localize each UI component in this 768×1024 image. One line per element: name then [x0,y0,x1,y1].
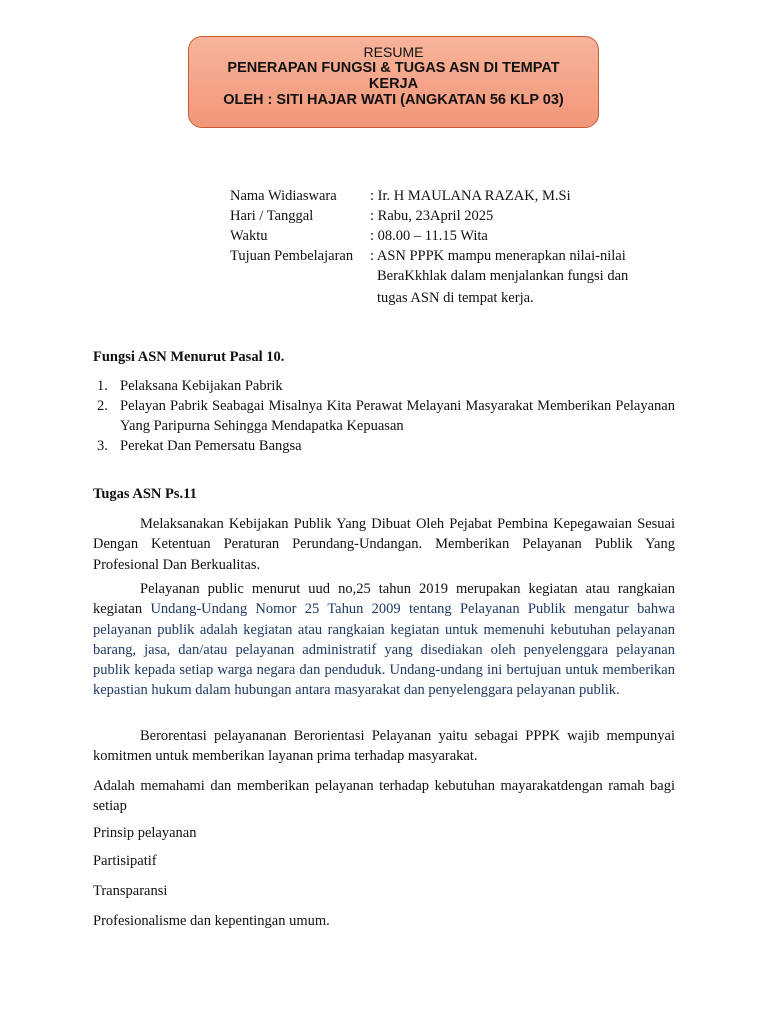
time-value: : 08.00 – 11.15 Wita [370,228,488,244]
list-item [93,436,675,456]
paragraph-2-intro: Pelayanan public menurut uud no,25 tahun 2019 merupakan kegiatan atau rangkaian kegiatan [93,581,675,618]
tugas-paragraph-4: Adalah memahami dan memberikan pelayanan terhadap kebutuhan mayarakatdengan ramah bagi setiap [93,778,675,815]
list-number: 1. [97,378,108,394]
title-box [188,36,599,128]
objective-value-line-2: BeraKkhlak dalam menjalankan fungsi dan [377,268,629,284]
author-line: OLEH : SITI HAJAR WATI (ANGKATAN 56 KLP 03) [223,92,564,108]
objective-label: Tujuan Pembelajaran [230,248,354,264]
participative-line: Partisipatif [93,853,157,869]
tugas-heading: Tugas ASN Ps.11 [93,486,197,502]
list-item [93,396,675,436]
objective-value-line-3: tugas ASN di tempat kerja. [377,290,534,306]
principle-line: Prinsip pelayanan [93,825,197,841]
widyaiswara-label: Nama Widiaswara [230,188,337,204]
date-value: : Rabu, 23April 2025 [370,208,494,224]
title-line-2: KERJA [368,76,419,92]
professionalism-line: Profesionalisme dan kepentingan umum. [93,913,330,929]
widyaiswara-value: : Ir. H MAULANA RAZAK, M.Si [370,188,571,204]
resume-label: RESUME [363,44,424,60]
list-number: 2. [97,398,108,414]
time-label: Waktu [230,228,268,244]
title-line-1: PENERAPAN FUNGSI & TUGAS ASN DI TEMPAT [227,60,560,76]
tugas-paragraph-3: Berorentasi pelayananan Berorientasi Pelayanan yaitu sebagai PPPK wajib mempunyai komitmen untuk memberikan layanan prima terhadap masyarakat. [93,728,675,765]
transparency-line: Transparansi [93,883,168,899]
date-label: Hari / Tanggal [230,208,314,224]
list-text: Pelaksana Kebijakan Pabrik [120,378,283,394]
tugas-paragraph-2 [93,579,675,701]
list-text: Pelayan Pabrik Seabagai Misalnya Kita Perawat Melayani Masyarakat Memberikan Pelayanan Yang Paripurna Sehingga Mendapatka Kepuasan [120,398,675,434]
fungsi-list [93,376,675,456]
list-item [93,376,675,396]
objective-value: : ASN PPPK mampu menerapkan nilai-nilai [370,248,626,264]
paragraph-2-law-text: Undang-Undang Nomor 25 Tahun 2009 tentang Pelayanan Publik mengatur bahwa pelayanan publik adalah kegiatan atau rangkaian kegiatan untuk memenuhi kebutuhan pelayanan barang, jasa, dan/atau pelayanan administratif yang disediakan oleh penyelenggara pelayanan publik kepada setiap warga negara dan penduduk. Undang-undang ini bertujuan untuk memberikan kepastian hukum dalam hubungan antara masyarakat dan penyelenggara pelayanan publik. [93,601,675,699]
list-text: Perekat Dan Pemersatu Bangsa [120,438,302,454]
list-number: 3. [97,438,108,454]
tugas-paragraph-1: Melaksanakan Kebijakan Publik Yang Dibuat Oleh Pejabat Pembina Kepegawaian Sesuai Dengan Ketentuan Peraturan Perundang-Undangan. Memberikan Pelayanan Publik Yang Profesional Dan Berkualitas. [93,516,675,573]
fungsi-heading: Fungsi ASN Menurut Pasal 10. [93,349,285,365]
